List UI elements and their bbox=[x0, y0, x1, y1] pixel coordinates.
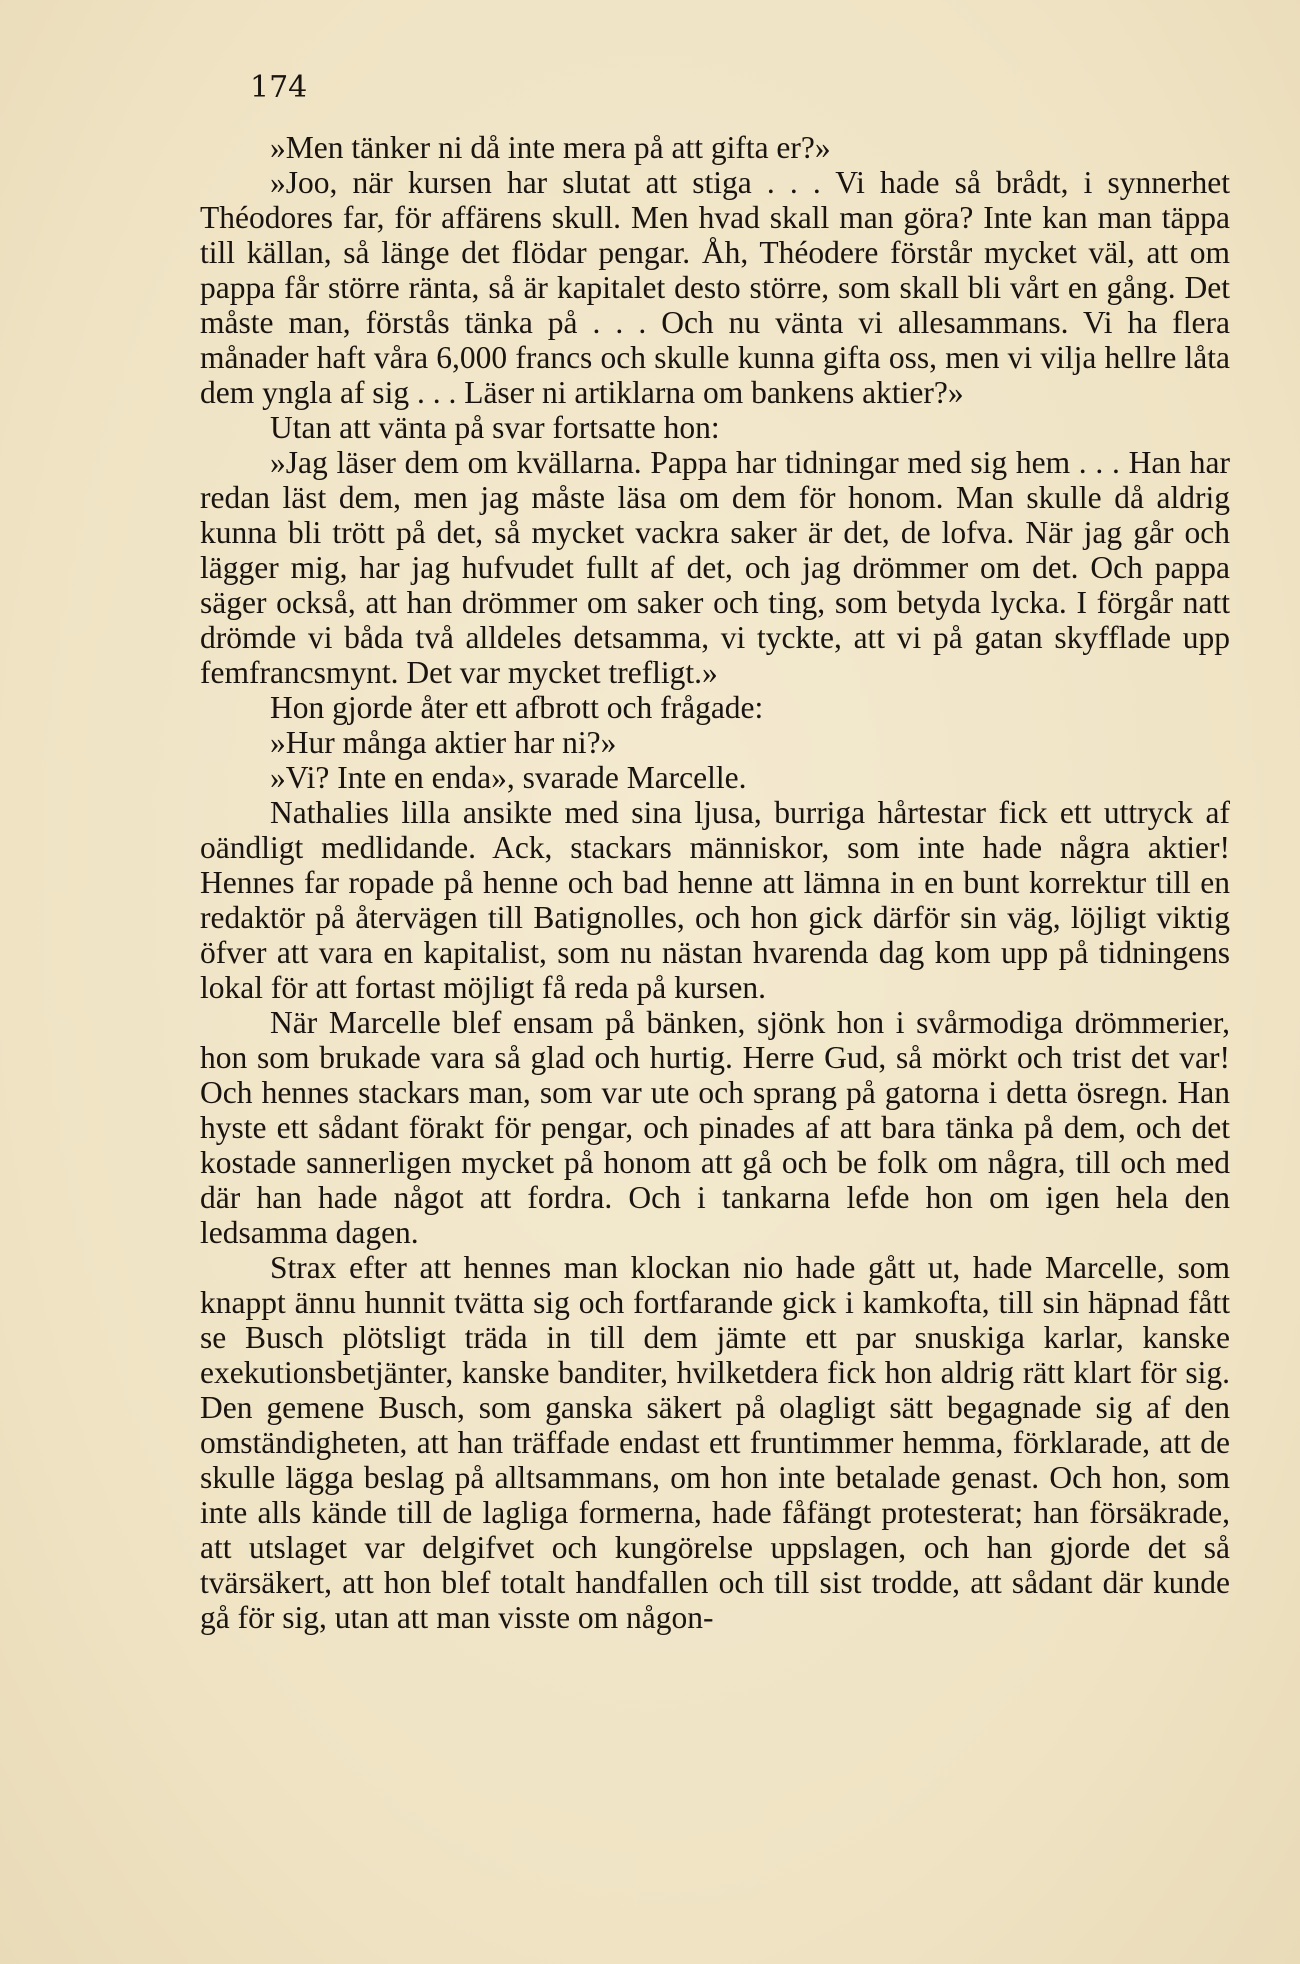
paragraph: Nathalies lilla ansikte med sina ljusa, burriga hårtestar fick ett uttryck af oändligt medlidande. Ack, stackars människor, som inte hade några aktier! Hennes far ropade på henne och bad henne att lämna in en bunt korrektur till en redaktör på återvägen till Batignolles, och hon gick därför sin väg, löjligt viktig öfver att vara en kapitalist, som nu nästan hvarenda dag kom upp på tidningens lokal för att fortast möjligt få reda på kursen. bbox=[200, 795, 1230, 1005]
paragraph: Strax efter att hennes man klockan nio hade gått ut, hade Marcelle, som knappt ännu hunnit tvätta sig och fortfarande gick i kamkofta, till sin häpnad fått se Busch plötsligt träda in till dem jämte ett par snuskiga karlar, kanske exekutionsbetjänter, kanske banditer, hvilketdera fick hon aldrig rätt klart för sig. Den gemene Busch, som ganska säkert på olagligt sätt begagnade sig af den omständigheten, att han träffade endast ett fruntimmer hemma, förklarade, att de skulle lägga beslag på alltsammans, om hon inte betalade genast. Och hon, som inte alls kände till de lagliga formerna, hade fåfängt protesterat; han försäkrade, att utslaget var delgifvet och kungörelse uppslagen, och han gjorde det så tvärsäkert, att hon blef totalt handfallen och till sist trodde, att sådant där kunde gå för sig, utan att man visste om någon- bbox=[200, 1250, 1230, 1635]
page-number: 174 bbox=[250, 70, 308, 105]
paragraph: »Hur många aktier har ni?» bbox=[270, 725, 617, 760]
body-text bbox=[200, 130, 1230, 1635]
paragraph: Utan att vänta på svar fortsatte hon: bbox=[270, 410, 720, 445]
paragraph: »Men tänker ni då inte mera på att gifta er?» bbox=[270, 130, 831, 165]
paragraph: »Joo, när kursen har slutat att stiga . . . Vi hade så brådt, i synnerhet Théodores far, för affärens skull. Men hvad skall man göra? Inte kan man täppa till källan, så länge det flödar pengar. Åh, Théodere förstår mycket väl, att om pappa får större ränta, så är kapitalet desto större, som skall bli vårt en gång. Det måste man, förstås tänka på . . . Och nu vänta vi allesammans. Vi ha flera månader haft våra 6,000 francs och skulle kunna gifta oss, men vi vilja hellre låta dem yngla af sig . . . Läser ni artiklarna om bankens aktier?» bbox=[200, 165, 1230, 410]
paragraph: »Vi? Inte en enda», svarade Marcelle. bbox=[270, 760, 747, 795]
paragraph: När Marcelle blef ensam på bänken, sjönk hon i svårmodiga drömmerier, hon som brukade vara så glad och hurtig. Herre Gud, så mörkt och trist det var! Och hennes stackars man, som var ute och sprang på gatorna i detta ösregn. Han hyste ett sådant förakt för pengar, och pinades af att bara tänka på dem, och det kostade sannerligen mycket på honom att gå och be folk om några, till och med där han hade något att fordra. Och i tankarna lefde hon om igen hela den ledsamma dagen. bbox=[200, 1005, 1230, 1250]
paragraph: Hon gjorde åter ett afbrott och frågade: bbox=[270, 690, 764, 725]
paragraph: »Jag läser dem om kvällarna. Pappa har tidningar med sig hem . . . Han har redan läst dem, men jag måste läsa om dem för honom. Man skulle då aldrig kunna bli trött på det, så mycket vackra saker är det, de lofva. När jag går och lägger mig, har jag hufvudet fullt af det, och jag drömmer om det. Och pappa säger också, att han drömmer om saker och ting, som betyda lycka. I förgår natt drömde vi båda två alldeles detsamma, vi tyckte, att vi på gatan skyfflade upp femfrancsmynt. Det var mycket trefligt.» bbox=[200, 445, 1230, 690]
